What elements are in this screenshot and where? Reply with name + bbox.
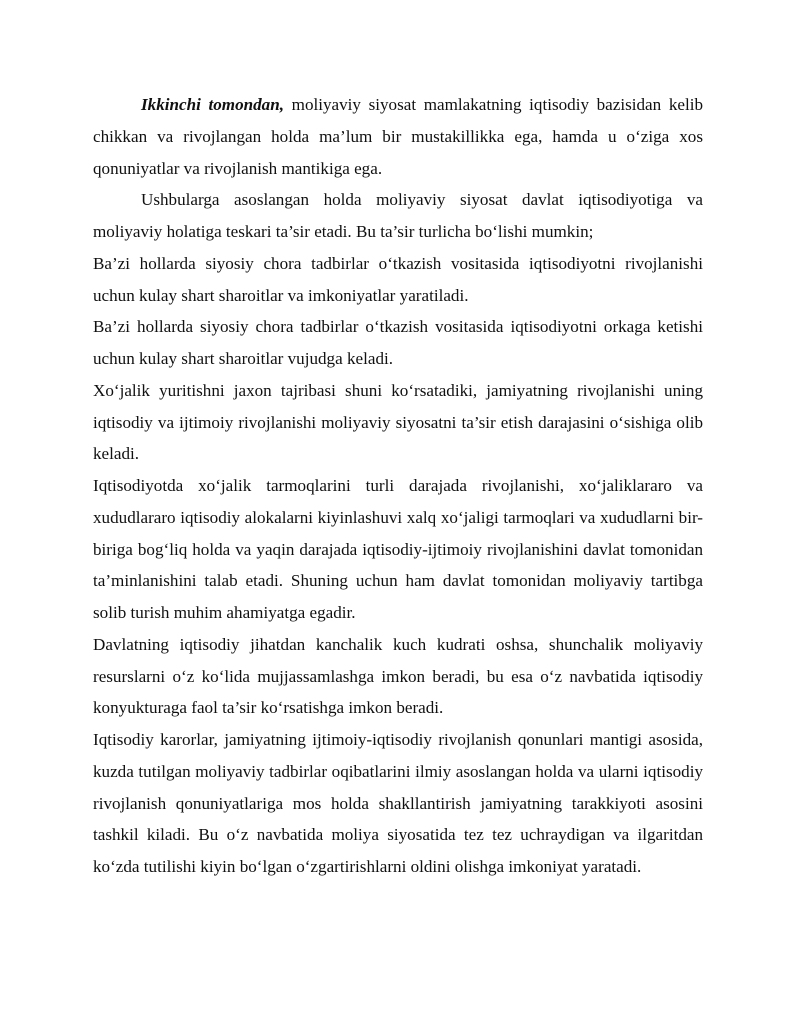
paragraph — [93, 311, 703, 375]
document-page — [93, 89, 703, 883]
paragraph-text: Iqtisodiy karorlar, jamiyatning ijtimoiy-iqtisodiy rivojlanish qonunlari mantigi asosida, kuzda tutilgan moliyaviy tadbirlar oqibatlarini ilmiy asoslangan holda va ularni iqtisodiy rivojlanish qonuniyatlariga mos holda shakllantirish jamiyatning tarakkiyoti asosini tashkil kiladi. Bu o‘z navbatida moliya siyosatida tez tez uchraydigan va ilgaritdan ko‘zda tutilishi kiyin bo‘lgan o‘zgartirishlarni oldini olishga imkoniyat yaratadi. — [93, 730, 703, 876]
paragraph-text: Ba’zi hollarda siyosiy chora tadbirlar o‘tkazish vositasida iqtisodiyotni rivojlanishi uchun kulay shart sharoitlar va imkoniyatlar yaratiladi. — [93, 253, 703, 305]
paragraph-text: Davlatning iqtisodiy jihatdan kanchalik kuch kudrati oshsa, shunchalik moliyaviy resurslarni o‘z ko‘lida mujjassamlashga imkon beradi, bu esa o‘z navbatida iqtisodiy konyukturaga faol ta’sir ko‘rsatishga imkon beradi. — [93, 634, 703, 718]
paragraph-text: Ba’zi hollarda siyosiy chora tadbirlar o‘tkazish vositasida iqtisodiyotni orkaga ketishi uchun kulay shart sharoitlar vujudga keladi. — [93, 317, 703, 368]
paragraph-lead: Ikkinchi tomondan, — [141, 95, 285, 114]
paragraph — [93, 724, 703, 883]
paragraph-text: Xo‘jalik yuritishni jaxon tajribasi shuni ko‘rsatadiki, jamiyatning rivojlanishi uning iqtisodiy va ijtimoiy rivojlanishi moliyaviy siyosatni ta’sir etish darajasini o‘sishiga olib keladi. — [93, 380, 703, 464]
paragraph — [93, 89, 703, 184]
paragraph — [93, 375, 703, 470]
paragraph — [93, 629, 703, 724]
paragraph — [93, 248, 703, 312]
paragraph-text: moliyaviy siyosat mamlakatning iqtisodiy bazisidan kelib chikkan va rivojlangan holda ma’lum bir mustakillikka ega, hamda u o‘ziga xos qonuniyatlar va rivojlanish mantikiga ega. — [93, 95, 703, 178]
paragraph-text: Iqtisodiyotda xo‘jalik tarmoqlarini turli darajada rivojlanishi, xo‘jaliklararo va xududlararo iqtisodiy alokalarni kiyinlashuvi xalq xo‘jaligi tarmoqlari va xududlarni bir-biriga bog‘liq holda va yaqin darajada iqtisodiy-ijtimoiy rivojlanishini davlat tomonidan ta’minlanishini talab etadi. Shuning uchun ham davlat tomonidan moliyaviy tartibga solib turish muhim ahamiyatga egadir. — [93, 476, 703, 622]
paragraph — [93, 184, 703, 248]
paragraph-text: Ushbularga asoslangan holda moliyaviy siyosat davlat iqtisodiyotiga va moliyaviy holatiga teskari ta’sir etadi. Bu ta’sir turlicha bo‘lishi mumkin; — [93, 190, 703, 241]
paragraph — [93, 470, 703, 629]
